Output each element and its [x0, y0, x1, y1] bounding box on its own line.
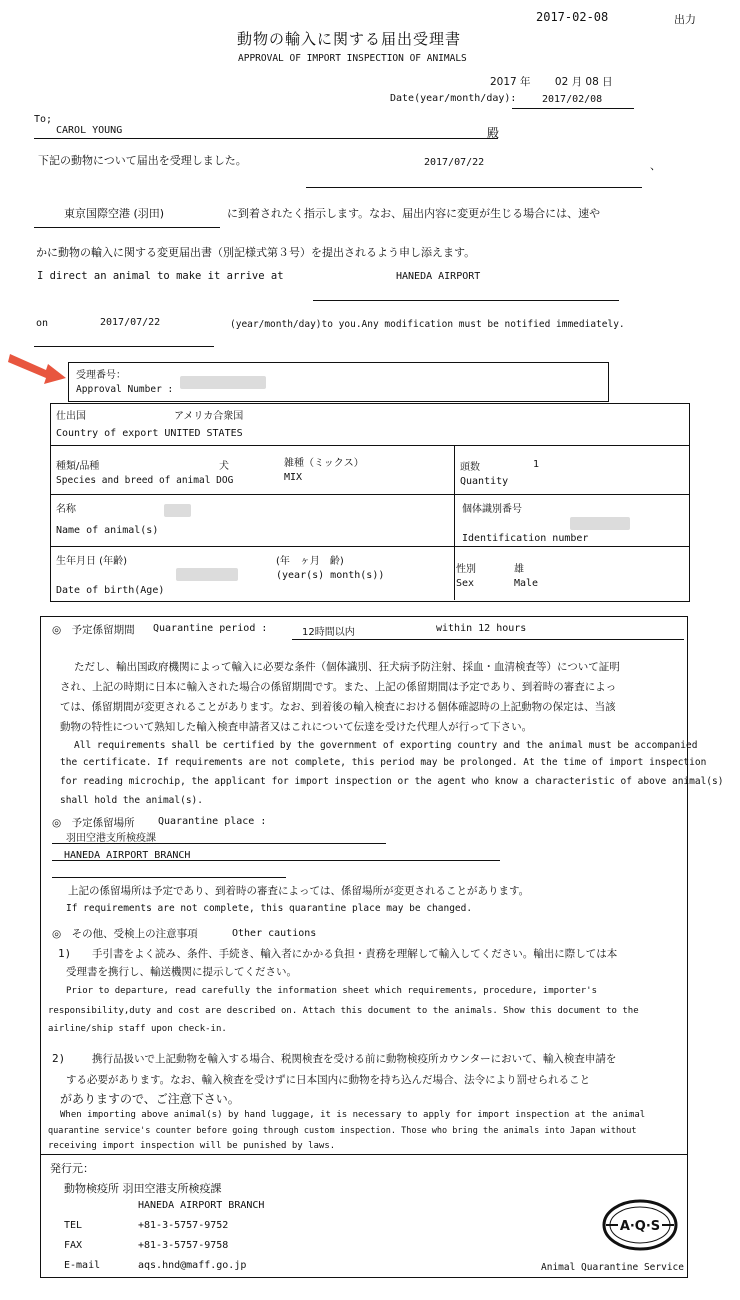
period-value-jp: 12時間以内 [302, 627, 355, 638]
issuer-label: 発行元： [50, 1162, 94, 1175]
period-underline [292, 639, 684, 640]
para1-jp-line: ただし、輸出国政府機関によって輸入に必要な条件（個体識別、狂犬病予防注射、採血・血清検査等）について証明 [74, 661, 620, 673]
top-date: 2017-02-08 [536, 10, 609, 24]
caution1-en-line: airline/ship staff upon check-in. [48, 1024, 227, 1034]
breed-mix-en: MIX [284, 472, 303, 483]
aqs-logo-text: A·Q·S [619, 1219, 661, 1234]
row-divider [50, 445, 689, 446]
body-comma: 、 [650, 159, 661, 172]
title-en: APPROVAL OF IMPORT INSPECTION OF ANIMALS [238, 53, 467, 64]
to-name: CAROL YOUNG [56, 125, 123, 136]
id-number-redacted [570, 517, 630, 530]
quantity-jp: 頭数 [460, 462, 480, 473]
para1-en-line: shall hold the animal(s). [60, 795, 203, 806]
animal-name-redacted [164, 504, 191, 517]
issuer-office-en: HANEDA AIRPORT BRANCH [138, 1200, 265, 1211]
id-jp: 個体識別番号 [462, 504, 522, 515]
approval-label-jp: 受理番号： [76, 370, 126, 381]
col-divider [454, 445, 455, 600]
body-line4-en: I direct an animal to make it arrive at [37, 270, 284, 282]
row-divider [50, 546, 689, 547]
caution2-en-line: When importing above animal(s) by hand luggage, it is necessary to apply for import inspection at the animal [60, 1110, 646, 1120]
airport-jp: 東京国際空港 (羽田) [64, 207, 165, 220]
tel-value: +81-3-5757-9752 [138, 1220, 229, 1231]
on-date-underline [34, 346, 214, 347]
place-jp-underline [52, 843, 386, 844]
date-line-underline [306, 187, 642, 188]
para1-jp-line: され、上記の時期に日本に輸入された場合の係留期間です。また、上記の係留期間は予定であり、到着時の審査によっ [60, 681, 617, 693]
caution2-jp-line: 携行品扱いで上記動物を輸入する場合、税関検査を受ける前に動物検疫所カウンターにおいて、輸入検査申請を [92, 1053, 617, 1065]
place-value-en: HANEDA AIRPORT BRANCH [64, 850, 191, 861]
age-jp: (年 ヶ月 齢) [276, 556, 344, 567]
body-line2-jp: に到着されたく指示します。なお、届出内容に変更が生じる場合には、速や [227, 207, 601, 220]
airport-en-underline [313, 300, 619, 301]
airport-underline [34, 227, 220, 228]
row-divider [50, 494, 689, 495]
caution2-en-line: quarantine service's counter before going through custom inspection. Those who bring the animals into Japan without [48, 1126, 637, 1136]
output-label: 出力 [674, 13, 696, 26]
caution2-en-line: receiving import inspection will be punished by laws. [48, 1141, 336, 1151]
country-value-jp: アメリカ合衆国 [174, 411, 244, 422]
title-jp: 動物の輸入に関する届出受理書 [237, 30, 462, 48]
caution1-en-line: Prior to departure, read carefully the information sheet which requirements, procedure, importer's [66, 986, 598, 996]
email-value: aqs.hnd@maff.go.jp [138, 1260, 247, 1271]
period-label-en: Quarantine period : [153, 623, 268, 634]
dob-jp: 生年月日 (年齢) [56, 556, 127, 567]
honorific: 殿 [487, 126, 500, 140]
fax-value: +81-3-5757-9758 [138, 1240, 229, 1251]
country-en: Country of export UNITED STATES [56, 428, 243, 439]
age-en: (year(s) month(s)) [276, 570, 385, 581]
date-label: Date(year/month/day): [390, 93, 517, 104]
fax-label: FAX [64, 1240, 83, 1251]
name-en: Name of animal(s) [56, 525, 159, 536]
caution1-jp-line: 手引書をよく読み、条件、手続き、輸入者にかかる負担・責務を理解して輸入してください。輸出に際しては本 [92, 948, 618, 960]
breed-en: Species and breed of animal DOG [56, 475, 234, 486]
body-line1-date: 2017/07/22 [424, 157, 485, 168]
cautions-label-jp: ◎ その他、受検上の注意事項 [52, 928, 198, 940]
service-name: Animal Quarantine Service [541, 1262, 684, 1273]
tel-label: TEL [64, 1220, 83, 1231]
id-en: Identification number [462, 533, 589, 544]
caution1-number: 1) [58, 947, 72, 960]
place-value-jp: 羽田空港支所検疫課 [66, 833, 156, 844]
arrow-icon [6, 348, 70, 388]
para1-en-line: for reading microchip, the applicant for import inspection or the agent who know a characteristic of above animal(s) [60, 776, 724, 787]
caution1-en-line: responsibility,duty and cost are described on. Attach this document to the animals. Show this document to the [48, 1006, 639, 1016]
breed-value-jp: 犬 [219, 461, 229, 472]
dob-en: Date of birth(Age) [56, 585, 165, 596]
quantity-value: 1 [533, 459, 540, 470]
body-line1-jp: 下記の動物について届出を受理しました。 [38, 154, 247, 167]
breed-mix-jp: 雑種（ミックス） [284, 458, 364, 469]
sex-value-jp: 雄 [514, 564, 524, 575]
approval-label-en: Approval Number : [76, 384, 174, 395]
caution2-jp-line: する必要があります。なお、輸入検査を受けずに日本国内に動物を持ち込んだ場合、法令により罰せられること [66, 1074, 591, 1086]
on-label: on [36, 318, 49, 329]
period-value-en: within 12 hours [436, 623, 527, 634]
breed-jp: 種類/品種 [56, 461, 100, 472]
caution1-jp-line: 受理書を携行し、輸送機関に提示してください。 [66, 966, 297, 978]
sex-en: Sex [456, 578, 475, 589]
place-extra-underline [52, 877, 286, 878]
sex-value-en: Male [514, 578, 539, 589]
quantity-en: Quantity [460, 476, 509, 487]
place-label-en: Quarantine place : [158, 816, 267, 827]
country-jp: 仕出国 [56, 411, 86, 422]
place-note-en: If requirements are not complete, this quarantine place may be changed. [66, 903, 473, 914]
approval-number-redacted [180, 376, 266, 389]
name-jp: 名称 [56, 504, 76, 515]
para1-jp-line: ては、係留期間が変更されることがあります。なお、到着後の輸入検査における個体確認時の上記動物の保定は、当該 [60, 701, 616, 713]
body-line3-jp: かに動物の輸入に関する変更届出書（別記様式第３号）を提出されるよう申し添えます。 [36, 246, 476, 259]
date-underline [512, 108, 634, 109]
place-en-underline [52, 860, 500, 861]
date-value: 2017/02/08 [542, 94, 603, 105]
to-underline [34, 138, 498, 139]
approval-box [68, 362, 609, 402]
email-label: E-mail [64, 1260, 101, 1271]
para1-jp-line: 動物の特性について熟知した輸入検査申請者又はこれについて伝達を受けた代理人が行って下さい。 [60, 721, 533, 733]
cautions-label-en: Other cautions [232, 928, 317, 939]
para1-en-line: the certificate. If requirements are not complete, this period may be prolonged. At the time of import inspection [60, 757, 707, 768]
place-note-jp: 上記の係留場所は予定であり、到着時の審査によっては、係留場所が変更されることがあります。 [68, 885, 530, 897]
caution2-jp-line: がありますので、ご注意下さい。 [60, 1092, 240, 1106]
on-date: 2017/07/22 [100, 317, 161, 328]
sex-jp: 性別 [456, 564, 476, 575]
airport-en: HANEDA AIRPORT [396, 271, 481, 282]
issuer-office-jp: 動物検疫所 羽田空港支所検疫課 [64, 1182, 222, 1195]
period-label-jp: ◎ 予定係留期間 [52, 624, 135, 636]
place-label-jp: ◎ 予定係留場所 [52, 817, 135, 829]
caution2-number: 2) [52, 1052, 66, 1065]
body-line5-en: (year/month/day)to you.Any modification must be notified immediately. [230, 319, 625, 330]
para1-en-line: All requirements shall be certified by the government of exporting country and the animal must be accompanied [74, 740, 698, 751]
aqs-logo-icon [600, 1196, 680, 1254]
to-label: To; [34, 114, 53, 125]
year-line: 2017 年 02 月 08 日 [490, 76, 613, 88]
dob-redacted [176, 568, 238, 581]
